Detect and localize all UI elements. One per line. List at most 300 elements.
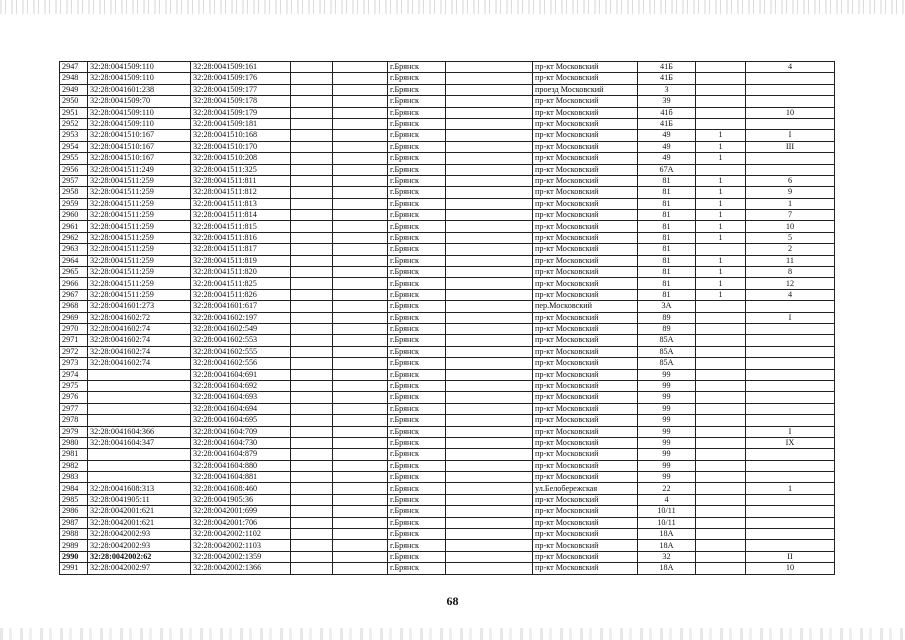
city-cell: г.Брянск xyxy=(388,301,446,312)
row-number-cell: 2970 xyxy=(60,323,88,334)
parent-cadastral-number-cell: 32:28:0041608:313 xyxy=(88,483,191,494)
table-row xyxy=(60,392,835,403)
row-number-cell: 2977 xyxy=(60,403,88,414)
cadastral-number-cell: 32:28:0042002:1366 xyxy=(191,563,291,574)
street-cell: пр-кт Московский xyxy=(533,175,638,186)
empty-cell xyxy=(333,415,388,426)
empty-cell xyxy=(446,244,533,255)
empty-cell xyxy=(333,278,388,289)
parent-cadastral-number-cell xyxy=(88,380,191,391)
table-row xyxy=(60,267,835,278)
cadastral-number-cell: 32:28:0042001:706 xyxy=(191,517,291,528)
row-number-cell: 2961 xyxy=(60,221,88,232)
row-number-cell: 2986 xyxy=(60,506,88,517)
street-cell: пр-кт Московский xyxy=(533,73,638,84)
parent-cadastral-number-cell: 32:28:0041509:110 xyxy=(88,107,191,118)
building-cell xyxy=(696,346,746,357)
premises-number-cell xyxy=(746,506,835,517)
city-cell: г.Брянск xyxy=(388,267,446,278)
building-cell xyxy=(696,323,746,334)
house-number-cell: 18А xyxy=(638,529,696,540)
street-cell: пр-кт Московский xyxy=(533,141,638,152)
empty-cell xyxy=(291,551,333,562)
premises-number-cell: 8 xyxy=(746,267,835,278)
empty-cell xyxy=(291,449,333,460)
empty-cell xyxy=(291,141,333,152)
parent-cadastral-number-cell: 32:28:0041511:259 xyxy=(88,255,191,266)
empty-cell xyxy=(291,198,333,209)
city-cell: г.Брянск xyxy=(388,483,446,494)
street-cell: пр-кт Московский xyxy=(533,62,638,73)
street-cell: пр-кт Московский xyxy=(533,221,638,232)
empty-cell xyxy=(446,73,533,84)
empty-cell xyxy=(446,164,533,175)
city-cell: г.Брянск xyxy=(388,312,446,323)
premises-number-cell: 9 xyxy=(746,187,835,198)
street-cell: пр-кт Московский xyxy=(533,244,638,255)
parent-cadastral-number-cell: 32:28:0042001:621 xyxy=(88,506,191,517)
city-cell: г.Брянск xyxy=(388,437,446,448)
street-cell: пр-кт Московский xyxy=(533,312,638,323)
empty-cell xyxy=(291,335,333,346)
house-number-cell: 81 xyxy=(638,221,696,232)
city-cell: г.Брянск xyxy=(388,221,446,232)
cadastral-number-cell: 32:28:0041601:617 xyxy=(191,301,291,312)
street-cell: пр-кт Московский xyxy=(533,460,638,471)
row-number-cell: 2962 xyxy=(60,232,88,243)
empty-cell xyxy=(446,392,533,403)
building-cell xyxy=(696,392,746,403)
empty-cell xyxy=(291,517,333,528)
table-row xyxy=(60,289,835,300)
city-cell: г.Брянск xyxy=(388,107,446,118)
cadastral-number-cell: 32:28:0041510:208 xyxy=(191,153,291,164)
street-cell: пр-кт Московский xyxy=(533,107,638,118)
row-number-cell: 2953 xyxy=(60,130,88,141)
table-row xyxy=(60,175,835,186)
empty-cell xyxy=(291,426,333,437)
street-cell: пр-кт Московский xyxy=(533,506,638,517)
empty-cell xyxy=(333,73,388,84)
empty-cell xyxy=(446,529,533,540)
building-cell xyxy=(696,107,746,118)
row-number-cell: 2988 xyxy=(60,529,88,540)
city-cell: г.Брянск xyxy=(388,210,446,221)
empty-cell xyxy=(333,62,388,73)
parent-cadastral-number-cell xyxy=(88,460,191,471)
premises-number-cell: 10 xyxy=(746,221,835,232)
cadastral-number-cell: 32:28:0041509:161 xyxy=(191,62,291,73)
cadastral-number-cell: 32:28:0041602:197 xyxy=(191,312,291,323)
empty-cell xyxy=(291,255,333,266)
premises-number-cell xyxy=(746,460,835,471)
house-number-cell: 81 xyxy=(638,198,696,209)
empty-cell xyxy=(291,210,333,221)
house-number-cell: 99 xyxy=(638,415,696,426)
row-number-cell: 2976 xyxy=(60,392,88,403)
empty-cell xyxy=(333,301,388,312)
empty-cell xyxy=(446,335,533,346)
street-cell: пр-кт Московский xyxy=(533,358,638,369)
house-number-cell: 41б xyxy=(638,107,696,118)
premises-number-cell xyxy=(746,415,835,426)
row-number-cell: 2951 xyxy=(60,107,88,118)
empty-cell xyxy=(333,198,388,209)
street-cell: пр-кт Московский xyxy=(533,130,638,141)
cadastral-number-cell: 32:28:0042002:1103 xyxy=(191,540,291,551)
house-number-cell: 18А xyxy=(638,540,696,551)
empty-cell xyxy=(291,437,333,448)
street-cell: пр-кт Московский xyxy=(533,369,638,380)
empty-cell xyxy=(446,358,533,369)
parent-cadastral-number-cell: 32:28:0041604:366 xyxy=(88,426,191,437)
city-cell: г.Брянск xyxy=(388,358,446,369)
empty-cell xyxy=(333,244,388,255)
empty-cell xyxy=(291,221,333,232)
empty-cell xyxy=(333,426,388,437)
house-number-cell: 99 xyxy=(638,403,696,414)
cadastral-number-cell: 32:28:0041511:325 xyxy=(191,164,291,175)
table-row xyxy=(60,153,835,164)
house-number-cell: 41Б xyxy=(638,73,696,84)
empty-cell xyxy=(291,301,333,312)
premises-number-cell: I xyxy=(746,130,835,141)
empty-cell xyxy=(333,267,388,278)
house-number-cell: 99 xyxy=(638,472,696,483)
empty-cell xyxy=(446,210,533,221)
empty-cell xyxy=(291,472,333,483)
house-number-cell: 89 xyxy=(638,323,696,334)
empty-cell xyxy=(291,62,333,73)
empty-cell xyxy=(291,483,333,494)
house-number-cell: 99 xyxy=(638,426,696,437)
cadastral-number-cell: 32:28:0041511:826 xyxy=(191,289,291,300)
cadastral-number-cell: 32:28:0041511:811 xyxy=(191,175,291,186)
empty-cell xyxy=(333,346,388,357)
premises-number-cell: 1 xyxy=(746,483,835,494)
city-cell: г.Брянск xyxy=(388,403,446,414)
street-cell: пр-кт Московский xyxy=(533,346,638,357)
table-row xyxy=(60,483,835,494)
city-cell: г.Брянск xyxy=(388,164,446,175)
empty-cell xyxy=(446,494,533,505)
row-number-cell: 2983 xyxy=(60,472,88,483)
building-cell xyxy=(696,164,746,175)
row-number-cell: 2955 xyxy=(60,153,88,164)
empty-cell xyxy=(291,563,333,574)
building-cell xyxy=(696,358,746,369)
city-cell: г.Брянск xyxy=(388,346,446,357)
empty-cell xyxy=(333,563,388,574)
premises-number-cell xyxy=(746,472,835,483)
empty-cell xyxy=(333,187,388,198)
premises-number-cell xyxy=(746,118,835,129)
row-number-cell: 2991 xyxy=(60,563,88,574)
cadastral-number-cell: 32:28:0041509:178 xyxy=(191,96,291,107)
city-cell: г.Брянск xyxy=(388,415,446,426)
parent-cadastral-number-cell: 32:28:0042002:93 xyxy=(88,529,191,540)
street-cell: пр-кт Московский xyxy=(533,153,638,164)
row-number-cell: 2980 xyxy=(60,437,88,448)
empty-cell xyxy=(446,380,533,391)
cadastral-number-cell: 32:28:0041511:813 xyxy=(191,198,291,209)
empty-cell xyxy=(333,483,388,494)
street-cell: пр-кт Московский xyxy=(533,540,638,551)
premises-number-cell xyxy=(746,73,835,84)
premises-number-cell xyxy=(746,301,835,312)
building-cell xyxy=(696,84,746,95)
house-number-cell: 85А xyxy=(638,358,696,369)
cadastral-number-cell: 32:28:0041602:555 xyxy=(191,346,291,357)
street-cell: ул.Белобережская xyxy=(533,483,638,494)
building-cell: 1 xyxy=(696,221,746,232)
building-cell xyxy=(696,244,746,255)
city-cell: г.Брянск xyxy=(388,84,446,95)
cadastral-number-cell: 32:28:0041604:709 xyxy=(191,426,291,437)
empty-cell xyxy=(333,506,388,517)
row-number-cell: 2952 xyxy=(60,118,88,129)
street-cell: пр-кт Московский xyxy=(533,289,638,300)
premises-number-cell xyxy=(746,540,835,551)
parent-cadastral-number-cell: 32:28:0041601:238 xyxy=(88,84,191,95)
row-number-cell: 2981 xyxy=(60,449,88,460)
house-number-cell: 99 xyxy=(638,449,696,460)
table-row xyxy=(60,380,835,391)
empty-cell xyxy=(446,255,533,266)
empty-cell xyxy=(291,107,333,118)
table-row xyxy=(60,73,835,84)
cadastral-number-cell: 32:28:0041509:181 xyxy=(191,118,291,129)
street-cell: пр-кт Московский xyxy=(533,403,638,414)
empty-cell xyxy=(291,118,333,129)
house-number-cell: 81 xyxy=(638,210,696,221)
table-row xyxy=(60,312,835,323)
row-number-cell: 2948 xyxy=(60,73,88,84)
street-cell: пр-кт Московский xyxy=(533,426,638,437)
building-cell xyxy=(696,312,746,323)
empty-cell xyxy=(446,312,533,323)
premises-number-cell: 4 xyxy=(746,289,835,300)
building-cell xyxy=(696,301,746,312)
premises-number-cell xyxy=(746,380,835,391)
empty-cell xyxy=(333,221,388,232)
empty-cell xyxy=(333,369,388,380)
empty-cell xyxy=(291,244,333,255)
empty-cell xyxy=(333,517,388,528)
building-cell xyxy=(696,449,746,460)
building-cell xyxy=(696,540,746,551)
table-row xyxy=(60,494,835,505)
empty-cell xyxy=(333,323,388,334)
house-number-cell: 99 xyxy=(638,380,696,391)
empty-cell xyxy=(291,164,333,175)
house-number-cell: 49 xyxy=(638,141,696,152)
table-row xyxy=(60,118,835,129)
empty-cell xyxy=(333,107,388,118)
street-cell: проезд Московский xyxy=(533,84,638,95)
table-row xyxy=(60,346,835,357)
house-number-cell: 81 xyxy=(638,289,696,300)
cadastral-number-cell: 32:28:0041604:695 xyxy=(191,415,291,426)
parent-cadastral-number-cell: 32:28:0041905:11 xyxy=(88,494,191,505)
city-cell: г.Брянск xyxy=(388,62,446,73)
empty-cell xyxy=(333,358,388,369)
empty-cell xyxy=(291,460,333,471)
premises-number-cell xyxy=(746,153,835,164)
table-row xyxy=(60,506,835,517)
premises-number-cell xyxy=(746,335,835,346)
parent-cadastral-number-cell: 32:28:0041509:110 xyxy=(88,118,191,129)
table-row xyxy=(60,130,835,141)
row-number-cell: 2989 xyxy=(60,540,88,551)
cadastral-number-cell: 32:28:0041608:460 xyxy=(191,483,291,494)
house-number-cell: 85А xyxy=(638,335,696,346)
building-cell xyxy=(696,437,746,448)
row-number-cell: 2984 xyxy=(60,483,88,494)
parent-cadastral-number-cell xyxy=(88,369,191,380)
premises-number-cell xyxy=(746,323,835,334)
empty-cell xyxy=(446,232,533,243)
cadastral-number-cell: 32:28:0042001:699 xyxy=(191,506,291,517)
house-number-cell: 3 xyxy=(638,84,696,95)
table-row xyxy=(60,210,835,221)
street-cell: пр-кт Московский xyxy=(533,551,638,562)
building-cell xyxy=(696,551,746,562)
street-cell: пр-кт Московский xyxy=(533,392,638,403)
empty-cell xyxy=(446,84,533,95)
empty-cell xyxy=(446,323,533,334)
empty-cell xyxy=(291,153,333,164)
premises-number-cell xyxy=(746,84,835,95)
parent-cadastral-number-cell: 32:28:0041509:110 xyxy=(88,62,191,73)
city-cell: г.Брянск xyxy=(388,529,446,540)
street-cell: пер.Московский xyxy=(533,301,638,312)
house-number-cell: 99 xyxy=(638,460,696,471)
house-number-cell: 18А xyxy=(638,563,696,574)
house-number-cell: 32 xyxy=(638,551,696,562)
empty-cell xyxy=(333,392,388,403)
cadastral-number-cell: 32:28:0041604:694 xyxy=(191,403,291,414)
empty-cell xyxy=(333,380,388,391)
row-number-cell: 2971 xyxy=(60,335,88,346)
row-number-cell: 2968 xyxy=(60,301,88,312)
parent-cadastral-number-cell: 32:28:0041601:273 xyxy=(88,301,191,312)
row-number-cell: 2979 xyxy=(60,426,88,437)
empty-cell xyxy=(446,96,533,107)
city-cell: г.Брянск xyxy=(388,141,446,152)
empty-cell xyxy=(446,221,533,232)
cadastral-number-cell: 32:28:0041511:815 xyxy=(191,221,291,232)
house-number-cell: 99 xyxy=(638,369,696,380)
empty-cell xyxy=(333,540,388,551)
street-cell: пр-кт Московский xyxy=(533,517,638,528)
city-cell: г.Брянск xyxy=(388,392,446,403)
building-cell xyxy=(696,529,746,540)
empty-cell xyxy=(291,540,333,551)
table-row xyxy=(60,358,835,369)
empty-cell xyxy=(333,96,388,107)
building-cell xyxy=(696,472,746,483)
parent-cadastral-number-cell xyxy=(88,449,191,460)
building-cell xyxy=(696,369,746,380)
row-number-cell: 2963 xyxy=(60,244,88,255)
building-cell xyxy=(696,96,746,107)
city-cell: г.Брянск xyxy=(388,517,446,528)
empty-cell xyxy=(291,392,333,403)
premises-number-cell: 5 xyxy=(746,232,835,243)
empty-cell xyxy=(291,187,333,198)
city-cell: г.Брянск xyxy=(388,323,446,334)
house-number-cell: 85А xyxy=(638,346,696,357)
cadastral-number-cell: 32:28:0041510:170 xyxy=(191,141,291,152)
cadastral-number-cell: 32:28:0041511:825 xyxy=(191,278,291,289)
table-row xyxy=(60,96,835,107)
row-number-cell: 2965 xyxy=(60,267,88,278)
empty-cell xyxy=(446,153,533,164)
table-row xyxy=(60,551,835,562)
parent-cadastral-number-cell: 32:28:0041511:259 xyxy=(88,210,191,221)
parent-cadastral-number-cell xyxy=(88,403,191,414)
empty-cell xyxy=(333,153,388,164)
street-cell: пр-кт Московский xyxy=(533,187,638,198)
parent-cadastral-number-cell: 32:28:0041602:74 xyxy=(88,335,191,346)
house-number-cell: 81 xyxy=(638,187,696,198)
building-cell xyxy=(696,403,746,414)
cadastral-number-cell: 32:28:0042002:1359 xyxy=(191,551,291,562)
premises-number-cell xyxy=(746,358,835,369)
premises-number-cell: 10 xyxy=(746,107,835,118)
empty-cell xyxy=(446,563,533,574)
empty-cell xyxy=(333,141,388,152)
premises-number-cell: 10 xyxy=(746,563,835,574)
house-number-cell: 41Б xyxy=(638,62,696,73)
empty-cell xyxy=(333,335,388,346)
premises-number-cell: 2 xyxy=(746,244,835,255)
parent-cadastral-number-cell xyxy=(88,415,191,426)
empty-cell xyxy=(446,551,533,562)
empty-cell xyxy=(333,437,388,448)
empty-cell xyxy=(446,118,533,129)
row-number-cell: 2954 xyxy=(60,141,88,152)
table-row xyxy=(60,415,835,426)
cadastral-number-cell: 32:28:0041511:817 xyxy=(191,244,291,255)
empty-cell xyxy=(446,346,533,357)
street-cell: пр-кт Московский xyxy=(533,232,638,243)
house-number-cell: 22 xyxy=(638,483,696,494)
scan-noise-top xyxy=(0,0,905,14)
table-row xyxy=(60,62,835,73)
city-cell: г.Брянск xyxy=(388,460,446,471)
empty-cell xyxy=(291,494,333,505)
parent-cadastral-number-cell: 32:28:0041510:167 xyxy=(88,130,191,141)
city-cell: г.Брянск xyxy=(388,380,446,391)
empty-cell xyxy=(333,449,388,460)
empty-cell xyxy=(333,494,388,505)
parent-cadastral-number-cell: 32:28:0041602:74 xyxy=(88,323,191,334)
city-cell: г.Брянск xyxy=(388,289,446,300)
cadastral-number-cell: 32:28:0041511:816 xyxy=(191,232,291,243)
registry-table xyxy=(59,61,835,575)
house-number-cell: 81 xyxy=(638,278,696,289)
row-number-cell: 2973 xyxy=(60,358,88,369)
building-cell xyxy=(696,415,746,426)
city-cell: г.Брянск xyxy=(388,118,446,129)
table-row xyxy=(60,323,835,334)
street-cell: пр-кт Московский xyxy=(533,494,638,505)
street-cell: пр-кт Московский xyxy=(533,449,638,460)
house-number-cell: 3А xyxy=(638,301,696,312)
premises-number-cell xyxy=(746,517,835,528)
